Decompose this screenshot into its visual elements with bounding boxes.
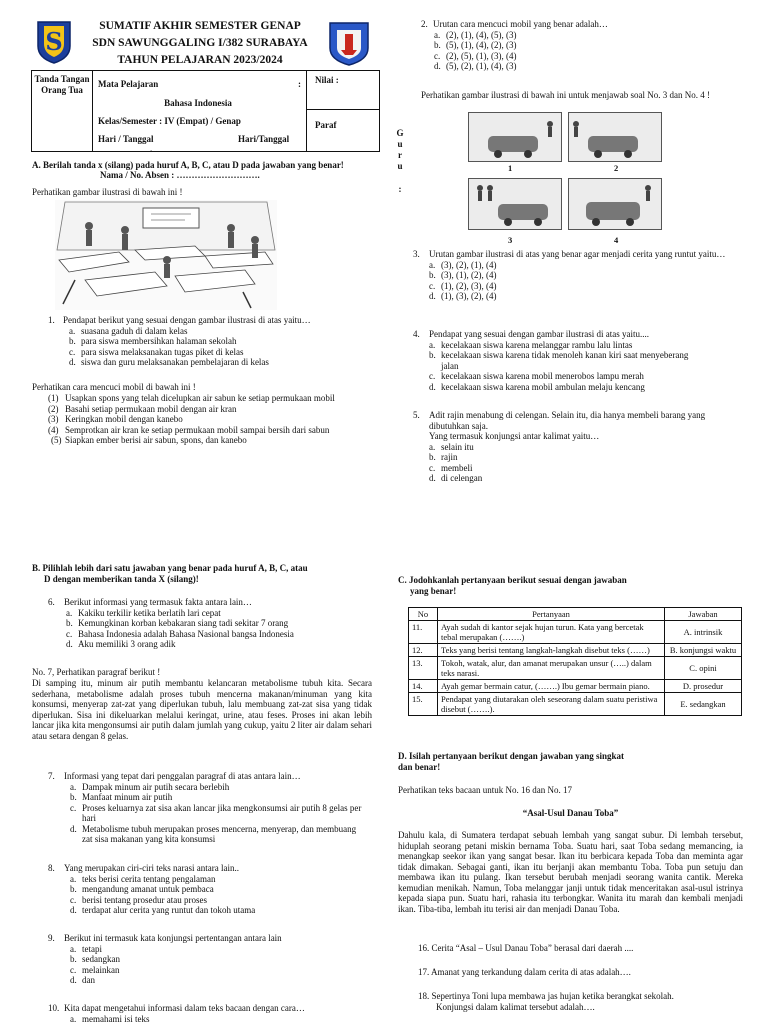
section-c-instruction: C. Jodohkanlah pertanyaan berikut sesuai dengan jawaban yang benar!: [398, 575, 627, 596]
q7-intro: No. 7, Perhatikan paragraf berikut !: [32, 667, 161, 677]
q4-option-d[interactable]: d. kecelakaan siswa karena mobil ambulan melaju kencang: [429, 381, 645, 392]
q3-option-c[interactable]: c. (1), (2), (3), (4): [429, 280, 497, 291]
q8-option-b[interactable]: b. mengandung amanat untuk pembaca: [70, 884, 214, 894]
q1-option-d[interactable]: d. siswa dan guru melaksanakan pembelajaran di kelas: [69, 357, 269, 367]
section-a-instruction: A. Berilah tanda x (silang) pada huruf A, B, C, atau D pada jawaban yang benar!: [32, 160, 344, 170]
q6-option-d[interactable]: d. Aku memiliki 3 orang adik: [66, 639, 176, 649]
car-wash-steps: (1) Usapkan spons yang telah dicelupkan air sabun ke setiap permukaan mobil (2) Basahi setiap permukaan mobil dengan air kran (3) Keringkan mobil dengan kanebo (4) Semprotkan air kran ke setiap permukaan mobil sampai bersih dari sabun (5) Siapkan ember berisi air sabun, spons, dan kanebo: [48, 393, 335, 445]
story-intro: Perhatikan teks bacaan untuk No. 16 dan No. 17: [398, 785, 572, 795]
school-logo: [36, 20, 72, 64]
pic-label-2: 2: [614, 163, 619, 173]
answer-cell[interactable]: A. intrinsik: [665, 621, 742, 644]
pic-label-4: 4: [614, 235, 619, 245]
q7-option-b[interactable]: b. Manfaat minum air putih: [70, 792, 173, 802]
question-4: 4. Pendapat yang sesuai dengan gambar ilustrasi di atas yaitu.... a. kecelakaan siswa karena melanggar rambu lalu lintas b. kecelakaan siswa karena tidak menoleh kanan kiri saat menyeberang jalan c. kecelakaan siswa karena mobil menerobos lampu merah d. kecelakaan siswa karena mobil ambulan melaju kencang: [413, 329, 713, 392]
pic-label-1: 1: [508, 163, 513, 173]
q1-option-c[interactable]: c. para siswa melaksanakan tugas piket di kelas: [69, 346, 244, 357]
svg-text:S: S: [45, 27, 63, 56]
q8-option-d[interactable]: d. terdapat alur cerita yang runtut dan tokoh utama: [70, 905, 256, 915]
question-2: 2. Urutan cara mencuci mobil yang benar adalah… a. (2), (1), (4), (5), (3) b. (5), (1), (4), (2), (3) c. (2), (5), (1), (3), (4) d. (5), (2), (1), (4), (3): [421, 19, 751, 72]
header-year: TAHUN PELAJARAN 2023/2024: [117, 54, 283, 66]
q6-option-b[interactable]: b. Kemungkinan korban kebakaran siang tadi sekitar 7 orang: [66, 618, 289, 628]
city-emblem: [327, 20, 371, 66]
question-16: 16. Cerita “Asal – Usul Danau Toba” berasal dari daerah ....: [418, 943, 634, 953]
question-18: 18. Sepertinya Toni lupa membawa jas hujan ketika berangkat sekolah. Konjungsi dalam kalimat tersebut adalah….: [418, 991, 674, 1012]
question-8: 8. Yang merupakan ciri-ciri teks narasi antara lain.. a. teks berisi cerita tentang pengalaman b. mengandung amanat untuk pembaca c. berisi tentang prosedur atau proses d. terdapat alur cerita yang runtut dan tokoh utama: [48, 863, 368, 916]
answer-cell[interactable]: E. sedangkan: [665, 693, 742, 716]
q2-option-b[interactable]: b. (5), (1), (4), (2), (3): [434, 40, 517, 50]
question-5: 5. Adit rajin menabung di celengan. Selain itu, dia hanya membeli barang yang dibutuhkan saja. Yang termasuk konjungsi antar kalimat yaitu… a. selain itu b. rajin c. membeli d. di celengan: [413, 410, 738, 484]
q9-option-d[interactable]: d. dan: [70, 975, 95, 985]
metabolism-paragraph: Di samping itu, minum air putih membantu kelancaran metabolisme tubuh kita. Secara sederhana, metabolisme adalah proses tubuh mencerna makanan/minuman yang kita konsumsi, menyerap zat-zat yang diperlukan tubuh, lalu membuang zat-zat sisa yang tidak diperlukan. Sisa ini dikeluarkan melalui keringat, urine, atau feses. Proses ini akan lebih lancar jika kita mengonsumsi air putih dalam jumlah yang cukup, yaitu 2 liter air dalam sehari atau setara dengan 8 gelas.: [32, 678, 372, 741]
q7-option-a[interactable]: a. Dampak minum air putih secara berlebih: [70, 781, 230, 792]
subject-colon: :: [298, 79, 301, 89]
matching-header-answer: Jawaban: [665, 608, 742, 621]
q5-option-c[interactable]: c. membeli: [429, 462, 473, 473]
q6-option-c[interactable]: c. Bahasa Indonesia adalah Bahasa Nasional bangsa Indonesia: [66, 628, 294, 639]
section-b-instruction: B. Pilihlah lebih dari satu jawaban yang benar pada huruf A, B, C, atau D dengan memberikan tanda X (silang)!: [32, 563, 308, 584]
question-9: 9. Berikut ini termasuk kata konjungsi pertentangan antara lain a. tetapi b. sedangkan c. melainkan d. dan: [48, 933, 368, 986]
q10-option-a[interactable]: a. memahami isi teks: [70, 1013, 150, 1024]
q7-option-c[interactable]: c. Proses keluarnya zat sisa akan lancar jika mengkonsumsi air putih 8 gelas per hari: [70, 802, 362, 823]
question-17: 17. Amanat yang terkandung dalam cerita di atas adalah….: [418, 967, 631, 977]
question-1: 1. Pendapat berikut yang sesuai dengan gambar ilustrasi di atas yaitu… a. suasana gaduh di dalam kelas b. para siswa membersihkan halaman sekolah c. para siswa melaksanakan tugas piket di kelas d. siswa dan guru melaksanakan pembelajaran di kelas: [48, 315, 388, 368]
subject-value: Bahasa Indonesia: [164, 98, 232, 108]
story-text: Dahulu kala, di Sumatera terdapat sebuah lembah yang sangat subur. Di lembah tersebut, hiduplah seorang petani miskin bernama Toba. Suatu hari, saat Toba sedang memancing, ia menangkap seekor ikan yang sangat besar. Ikan itu berbicara kepada Toba dan meminta agar tidak dimakan. Sebagai ganti, ikan itu berjanji akan membantu Toba. Toba pun setuju dan membawa ikan itu pulang. Ikan tersebut berubah menjadi seorang wanita cantik. Mereka kemudian menikah. Namun, Toba melanggar janji untuk tidak menceritakan asal-usul istrinya kepada siapa pun. Suatu hari, rahasia itu terbongkar. Wanita itu marah dan kembali menjadi ikan. Tiba-tiba, lembah itu terisi air dan menjadi Danau Toba.: [398, 830, 743, 914]
illustration-intro: Perhatikan gambar ilustrasi di bawah ini !: [32, 187, 183, 197]
matching-header-question: Pertanyaan: [438, 608, 665, 621]
q3-option-d[interactable]: d. (1), (3), (2), (4): [429, 291, 497, 301]
q5-option-d[interactable]: d. di celengan: [429, 473, 483, 483]
q4-option-b[interactable]: b. kecelakaan siswa karena tidak menoleh kanan kiri saat menyeberang jalan: [429, 350, 689, 371]
section-d-instruction: D. Isilah pertanyaan berikut dengan jawaban yang singkat dan benar!: [398, 751, 625, 772]
q9-option-a[interactable]: a. tetapi: [70, 943, 102, 954]
class-semester: Kelas/Semester : IV (Empat) / Genap: [98, 116, 241, 126]
q6-option-a[interactable]: a. Kakiku terkilir ketika berlatih lari cepat: [66, 607, 221, 618]
q1-option-b[interactable]: b. para siswa membersihkan halaman sekolah: [69, 336, 237, 346]
table-row: 14. Ayah gemar bermain catur, (…….) Ibu gemar bermain piano. D. prosedur: [409, 680, 742, 693]
question-6: 6. Berikut informasi yang termasuk fakta antara lain… a. Kakiku terkilir ketika berlatih lari cepat b. Kemungkinan korban kebakaran siang tadi sekitar 7 orang c. Bahasa Indonesia adalah Bahasa Nasional bangsa Indonesia d. Aku memiliki 3 orang adik: [48, 597, 388, 650]
question-3: 3. Urutan gambar ilustrasi di atas yang benar agar menjadi cerita yang runtut yaitu… a. (3), (2), (1), (4) b. (3), (1), (2), (4) c. (1), (2), (3), (4) d. (1), (3), (2), (4): [413, 249, 738, 302]
classroom-illustration: [55, 200, 277, 310]
question-7: 7. Informasi yang tepat dari penggalan paragraf di atas antara lain… a. Dampak minum air putih secara berlebih b. Manfaat minum air putih c. Proses keluarnya zat sisa akan lancar jika mengkonsumsi air putih 8 gelas per hari d. Metabolisme tubuh merupakan proses mencerna, menyerap, dan membuang zat sisa makanan yang kita konsumsi: [48, 771, 368, 845]
q7-option-d[interactable]: d. Metabolisme tubuh merupakan proses mencerna, menyerap, dan membuang zat sisa makanan yang kita konsumsi: [70, 823, 357, 844]
student-name-line: Nama / No. Absen : ……………………….: [100, 170, 260, 180]
q4-option-a[interactable]: a. kecelakaan siswa karena melanggar rambu lalu lintas: [429, 339, 633, 350]
story-title: “Asal-Usul Danau Toba”: [522, 808, 619, 818]
q9-option-b[interactable]: b. sedangkan: [70, 954, 120, 964]
matching-header-no: No: [409, 608, 438, 621]
q3-option-b[interactable]: b. (3), (1), (2), (4): [429, 270, 497, 280]
table-row: 11. Ayah sudah di kantor sejak hujan turun. Kata yang bercetak tebal merupakan (…….) A. intrinsik: [409, 621, 742, 644]
answer-cell[interactable]: B. konjungsi waktu: [665, 644, 742, 657]
q2-option-c[interactable]: c. (2), (5), (1), (3), (4): [434, 50, 517, 61]
table-row: 15. Pendapat yang diutarakan oleh seseorang dalam suatu peristiwa disebut (…….). E. sedangkan: [409, 693, 742, 716]
paraf-label: Paraf: [315, 120, 337, 130]
q4-option-c[interactable]: c. kecelakaan siswa karena mobil menerobos lampu merah: [429, 371, 644, 381]
q9-option-c[interactable]: c. melainkan: [70, 964, 120, 975]
subject-label: Mata Pelajaran: [98, 79, 159, 89]
q3-option-a[interactable]: a. (3), (2), (1), (4): [429, 259, 497, 270]
score-label: Nilai :: [315, 75, 339, 85]
q8-option-a[interactable]: a. teks berisi cerita tentang pengalaman: [70, 873, 216, 884]
day-date-label-2: Hari/Tanggal: [238, 134, 290, 144]
table-row: 12. Teks yang berisi tentang langkah-langkah disebut teks (……) B. konjungsi waktu: [409, 644, 742, 657]
q2-option-d[interactable]: d. (5), (2), (1), (4), (3): [434, 61, 517, 71]
q1-option-a[interactable]: a. suasana gaduh di dalam kelas: [69, 325, 188, 336]
q8-option-c[interactable]: c. berisi tentang prosedur atau proses: [70, 894, 207, 905]
q34-intro: Perhatikan gambar ilustrasi di bawah ini untuk menjawab soal No. 3 dan No. 4 !: [421, 90, 710, 100]
day-date-dot: .: [150, 144, 153, 154]
answer-cell[interactable]: C. opini: [665, 657, 742, 680]
matching-table: [408, 607, 742, 716]
q2-option-a[interactable]: a. (2), (1), (4), (5), (3): [434, 29, 517, 40]
header-title: SUMATIF AKHIR SEMESTER GENAP: [99, 20, 301, 32]
parent-signature-label: Tanda Tangan Orang Tua: [34, 74, 90, 95]
q5-option-a[interactable]: a. selain itu: [429, 441, 474, 452]
q5-option-b[interactable]: b. rajin: [429, 452, 458, 462]
car-wash-intro: Perhatikan cara mencuci mobil di bawah ini !: [32, 382, 196, 392]
accident-illustrations: [468, 112, 664, 248]
header-school: SDN SAWUNGGALING I/382 SURABAYA: [92, 37, 308, 49]
guru-vertical-label: G u r u :: [396, 128, 404, 194]
pic-label-3: 3: [508, 235, 513, 245]
table-row: 13. Tokoh, watak, alur, dan amanat merupakan unsur (…..) dalam teks narasi. C. opini: [409, 657, 742, 680]
student-id-table: [31, 70, 380, 152]
answer-cell[interactable]: D. prosedur: [665, 680, 742, 693]
day-date-label: Hari / Tanggal: [98, 134, 154, 144]
question-10: 10. Kita dapat mengetahui informasi dalam teks bacaan dengan cara… a. memahami isi teks: [48, 1003, 378, 1024]
